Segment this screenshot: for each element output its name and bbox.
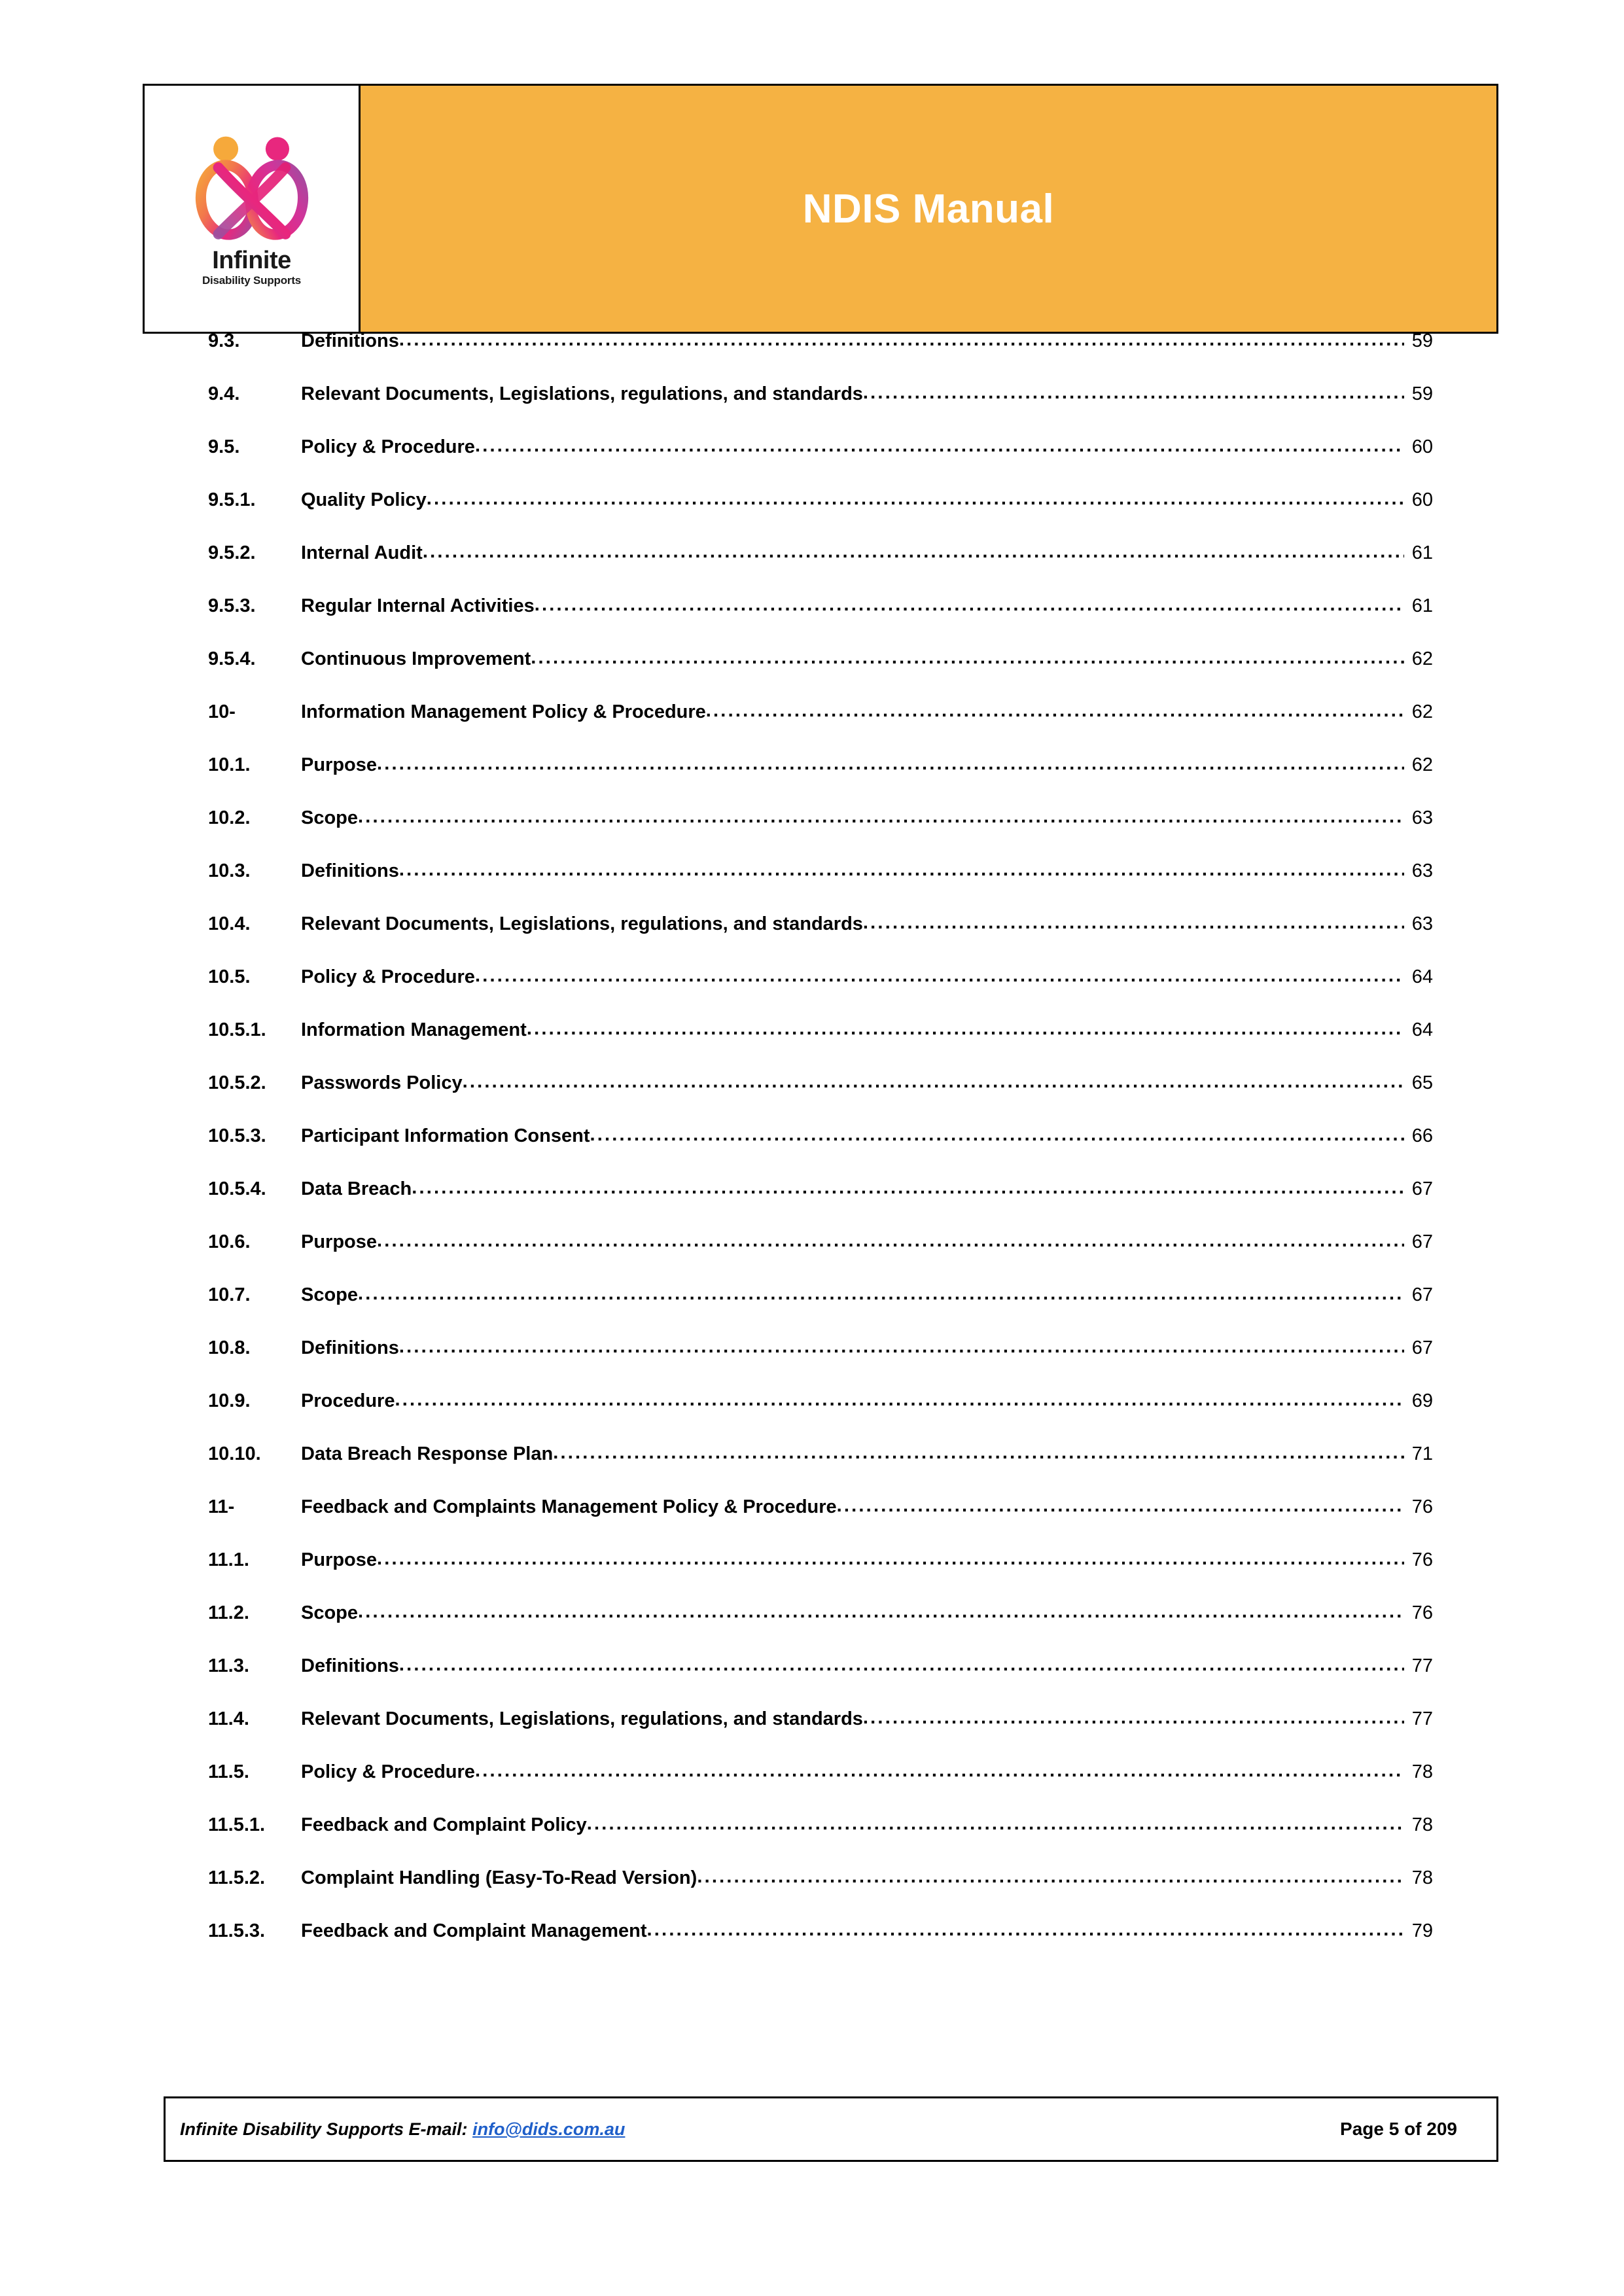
- toc-entry-page-number: 78: [1411, 1867, 1433, 1888]
- toc-entry-title: Information Management Policy & Procedure: [301, 701, 706, 722]
- toc-entry-page-number: 63: [1411, 860, 1433, 881]
- toc-entry-number: 11.5.: [208, 1761, 249, 1782]
- toc-entry[interactable]: [208, 436, 1433, 489]
- toc-entry-title: Feedback and Complaint Policy: [301, 1814, 587, 1835]
- toc-entry[interactable]: [208, 595, 1433, 648]
- toc-leader-dots: [531, 647, 1404, 669]
- toc-entry-number: 10.3.: [208, 860, 251, 881]
- toc-entry-number: 11.1.: [208, 1549, 249, 1570]
- toc-entry-page-number: 65: [1411, 1072, 1433, 1093]
- toc-entry-page-number: 77: [1411, 1708, 1433, 1729]
- company-logo: [181, 132, 322, 286]
- toc-entry[interactable]: [208, 754, 1433, 807]
- toc-leader-dots: [527, 1018, 1404, 1040]
- toc-entry-title: Internal Audit: [301, 542, 423, 563]
- toc-entry-page-number: 78: [1411, 1761, 1433, 1782]
- toc-entry-number: 9.5.4.: [208, 648, 256, 669]
- toc-leader-dots: [377, 1548, 1404, 1570]
- toc-entry-page-number: 79: [1411, 1920, 1433, 1941]
- toc-entry-title: Feedback and Complaint Management: [301, 1920, 647, 1941]
- toc-leader-dots: [427, 488, 1404, 510]
- toc-entry-number: 11.4.: [208, 1708, 249, 1729]
- toc-entry-number: 10.5.1.: [208, 1019, 266, 1040]
- toc-entry-page-number: 62: [1411, 754, 1433, 775]
- toc-entry-title: Definitions: [301, 330, 399, 351]
- toc-entry-title: Scope: [301, 1284, 359, 1305]
- toc-entry-title: Definitions: [301, 1655, 399, 1676]
- toc-leader-dots: [395, 1389, 1404, 1411]
- toc-entry-title: Complaint Handling (Easy-To-Read Version): [301, 1867, 697, 1888]
- toc-leader-dots: [706, 700, 1404, 722]
- footer-email-link[interactable]: info@dids.com.au: [472, 2119, 626, 2139]
- toc-leader-dots: [399, 1336, 1404, 1358]
- toc-leader-dots: [697, 1866, 1404, 1888]
- toc-entry-number: 10.4.: [208, 913, 251, 934]
- toc-entry-number: 11.5.3.: [208, 1920, 266, 1941]
- toc-leader-dots: [377, 1230, 1404, 1252]
- toc-entry-number: 9.3.: [208, 330, 240, 351]
- document-title: NDIS Manual: [802, 186, 1055, 232]
- toc-entry[interactable]: [208, 1549, 1433, 1602]
- toc-entry-page-number: 59: [1411, 330, 1433, 351]
- toc-entry-number: 10.5.2.: [208, 1072, 266, 1093]
- toc-entry-number: 9.5.3.: [208, 595, 256, 616]
- toc-entry-title: Participant Information Consent: [301, 1125, 590, 1146]
- toc-entry-number: 10-: [208, 701, 236, 722]
- toc-entry-page-number: 62: [1411, 701, 1433, 722]
- toc-entry-page-number: 76: [1411, 1496, 1433, 1517]
- logo-head-right-icon: [265, 137, 289, 161]
- toc-entry[interactable]: [208, 966, 1433, 1019]
- toc-leader-dots: [553, 1442, 1404, 1464]
- toc-leader-dots: [475, 435, 1404, 457]
- toc-entry-number: 10.7.: [208, 1284, 251, 1305]
- logo-tagline: Disability Supports: [202, 274, 302, 287]
- toc-entry-title: Purpose: [301, 1549, 378, 1570]
- toc-entry[interactable]: [208, 701, 1433, 754]
- toc-entry-number: 10.8.: [208, 1337, 251, 1358]
- logo-company-name: Infinite: [212, 247, 291, 274]
- toc-entry-title: Information Management: [301, 1019, 527, 1040]
- toc-leader-dots: [463, 1071, 1404, 1093]
- toc-entry-title: Definitions: [301, 1337, 399, 1358]
- toc-entry[interactable]: [208, 1708, 1433, 1761]
- toc-leader-dots: [423, 541, 1404, 563]
- toc-entry-number: 10.9.: [208, 1390, 251, 1411]
- toc-entry[interactable]: [208, 1496, 1433, 1549]
- toc-leader-dots: [399, 859, 1404, 881]
- toc-entry[interactable]: [208, 1920, 1433, 1973]
- toc-entry[interactable]: [208, 542, 1433, 595]
- toc-entry[interactable]: [208, 1761, 1433, 1814]
- toc-entry[interactable]: [208, 1390, 1433, 1443]
- toc-entry-number: 11.3.: [208, 1655, 249, 1676]
- toc-entry[interactable]: [208, 1867, 1433, 1920]
- toc-entry[interactable]: [208, 1655, 1433, 1708]
- toc-leader-dots: [863, 912, 1404, 934]
- infinity-people-logo-icon: [190, 132, 314, 256]
- toc-entry-number: 9.5.1.: [208, 489, 256, 510]
- toc-entry-title: Relevant Documents, Legislations, regulations, and standards: [301, 913, 863, 934]
- toc-leader-dots: [590, 1124, 1404, 1146]
- toc-entry-page-number: 69: [1411, 1390, 1433, 1411]
- toc-entry[interactable]: [208, 1231, 1433, 1284]
- toc-entry-number: 11-: [208, 1496, 235, 1517]
- toc-leader-dots: [377, 753, 1404, 775]
- toc-entry-title: Quality Policy: [301, 489, 427, 510]
- document-header-table: [143, 84, 1498, 334]
- footer-page-number: Page 5 of 209: [1340, 2119, 1457, 2139]
- toc-entry-title: Relevant Documents, Legislations, regulations, and standards: [301, 383, 863, 404]
- toc-entry-number: 10.5.3.: [208, 1125, 266, 1146]
- toc-leader-dots: [399, 1654, 1404, 1676]
- toc-entry-number: 10.6.: [208, 1231, 251, 1252]
- toc-entry-page-number: 78: [1411, 1814, 1433, 1835]
- toc-entry-number: 10.2.: [208, 807, 251, 828]
- toc-entry-title: Procedure: [301, 1390, 395, 1411]
- toc-entry-title: Scope: [301, 1602, 359, 1623]
- toc-entry[interactable]: [208, 383, 1433, 436]
- toc-entry-number: 11.5.1.: [208, 1814, 266, 1835]
- toc-entry[interactable]: [208, 1072, 1433, 1125]
- toc-entry[interactable]: [208, 1443, 1433, 1496]
- toc-entry-title: Passwords Policy: [301, 1072, 463, 1093]
- toc-entry[interactable]: [208, 1284, 1433, 1337]
- toc-entry-title: Feedback and Complaints Management Policy & Procedure: [301, 1496, 837, 1517]
- toc-entry-page-number: 62: [1411, 648, 1433, 669]
- toc-entry-page-number: 66: [1411, 1125, 1433, 1146]
- toc-entry-page-number: 63: [1411, 807, 1433, 828]
- table-of-contents: [208, 330, 1433, 1973]
- toc-entry[interactable]: [208, 489, 1433, 542]
- toc-entry-page-number: 60: [1411, 489, 1433, 510]
- toc-leader-dots: [358, 806, 1404, 828]
- toc-leader-dots: [475, 965, 1404, 987]
- header-title-cell: [361, 86, 1496, 332]
- toc-entry-page-number: 77: [1411, 1655, 1433, 1676]
- toc-entry-number: 11.5.2.: [208, 1867, 266, 1888]
- toc-leader-dots: [587, 1813, 1404, 1835]
- toc-entry-title: Relevant Documents, Legislations, regulations, and standards: [301, 1708, 863, 1729]
- footer-organisation-text: [166, 2119, 625, 2140]
- toc-entry-page-number: 61: [1411, 542, 1433, 563]
- toc-leader-dots: [535, 594, 1404, 616]
- page-footer: [164, 2096, 1498, 2162]
- toc-entry[interactable]: [208, 1125, 1433, 1178]
- toc-entry-page-number: 60: [1411, 436, 1433, 457]
- toc-entry-number: 9.4.: [208, 383, 240, 404]
- toc-leader-dots: [837, 1495, 1404, 1517]
- toc-entry-title: Regular Internal Activities: [301, 595, 535, 616]
- toc-entry-title: Data Breach Response Plan: [301, 1443, 554, 1464]
- toc-entry-page-number: 67: [1411, 1284, 1433, 1305]
- toc-entry-number: 10.10.: [208, 1443, 261, 1464]
- toc-entry-page-number: 67: [1411, 1337, 1433, 1358]
- toc-entry-page-number: 76: [1411, 1549, 1433, 1570]
- toc-leader-dots: [647, 1919, 1404, 1941]
- toc-entry[interactable]: [208, 330, 1433, 383]
- toc-entry[interactable]: [208, 860, 1433, 913]
- toc-entry-title: Policy & Procedure: [301, 1761, 475, 1782]
- toc-entry-title: Policy & Procedure: [301, 966, 475, 987]
- toc-entry-page-number: 63: [1411, 913, 1433, 934]
- toc-entry-number: 9.5.: [208, 436, 240, 457]
- toc-entry[interactable]: [208, 1602, 1433, 1655]
- toc-entry-title: Purpose: [301, 754, 378, 775]
- toc-leader-dots: [399, 329, 1404, 351]
- header-logo-cell: [145, 86, 361, 332]
- toc-entry-number: 10.5.4.: [208, 1178, 266, 1199]
- toc-leader-dots: [412, 1177, 1404, 1199]
- toc-entry[interactable]: [208, 1019, 1433, 1072]
- footer-org-label: Infinite Disability Supports E-mail:: [180, 2119, 468, 2139]
- logo-head-left-icon: [213, 137, 238, 162]
- toc-entry-page-number: 61: [1411, 595, 1433, 616]
- toc-entry-page-number: 64: [1411, 966, 1433, 987]
- toc-leader-dots: [863, 382, 1404, 404]
- toc-entry-page-number: 67: [1411, 1231, 1433, 1252]
- toc-leader-dots: [358, 1283, 1404, 1305]
- toc-entry-title: Scope: [301, 807, 359, 828]
- toc-entry-number: 10.1.: [208, 754, 251, 775]
- toc-entry-page-number: 59: [1411, 383, 1433, 404]
- toc-entry-number: 10.5.: [208, 966, 251, 987]
- toc-leader-dots: [358, 1601, 1404, 1623]
- toc-entry-number: 11.2.: [208, 1602, 249, 1623]
- toc-entry-page-number: 71: [1411, 1443, 1433, 1464]
- toc-entry-title: Continuous Improvement: [301, 648, 531, 669]
- toc-entry-title: Policy & Procedure: [301, 436, 475, 457]
- toc-entry[interactable]: [208, 648, 1433, 701]
- toc-entry[interactable]: [208, 1178, 1433, 1231]
- toc-leader-dots: [863, 1707, 1404, 1729]
- toc-entry[interactable]: [208, 1814, 1433, 1867]
- toc-entry-number: 9.5.2.: [208, 542, 256, 563]
- toc-entry-title: Purpose: [301, 1231, 378, 1252]
- toc-entry[interactable]: [208, 1337, 1433, 1390]
- toc-entry-title: Definitions: [301, 860, 399, 881]
- toc-entry-page-number: 67: [1411, 1178, 1433, 1199]
- toc-entry[interactable]: [208, 807, 1433, 860]
- toc-leader-dots: [475, 1760, 1404, 1782]
- toc-entry[interactable]: [208, 913, 1433, 966]
- toc-entry-page-number: 64: [1411, 1019, 1433, 1040]
- toc-entry-title: Data Breach: [301, 1178, 412, 1199]
- toc-entry-page-number: 76: [1411, 1602, 1433, 1623]
